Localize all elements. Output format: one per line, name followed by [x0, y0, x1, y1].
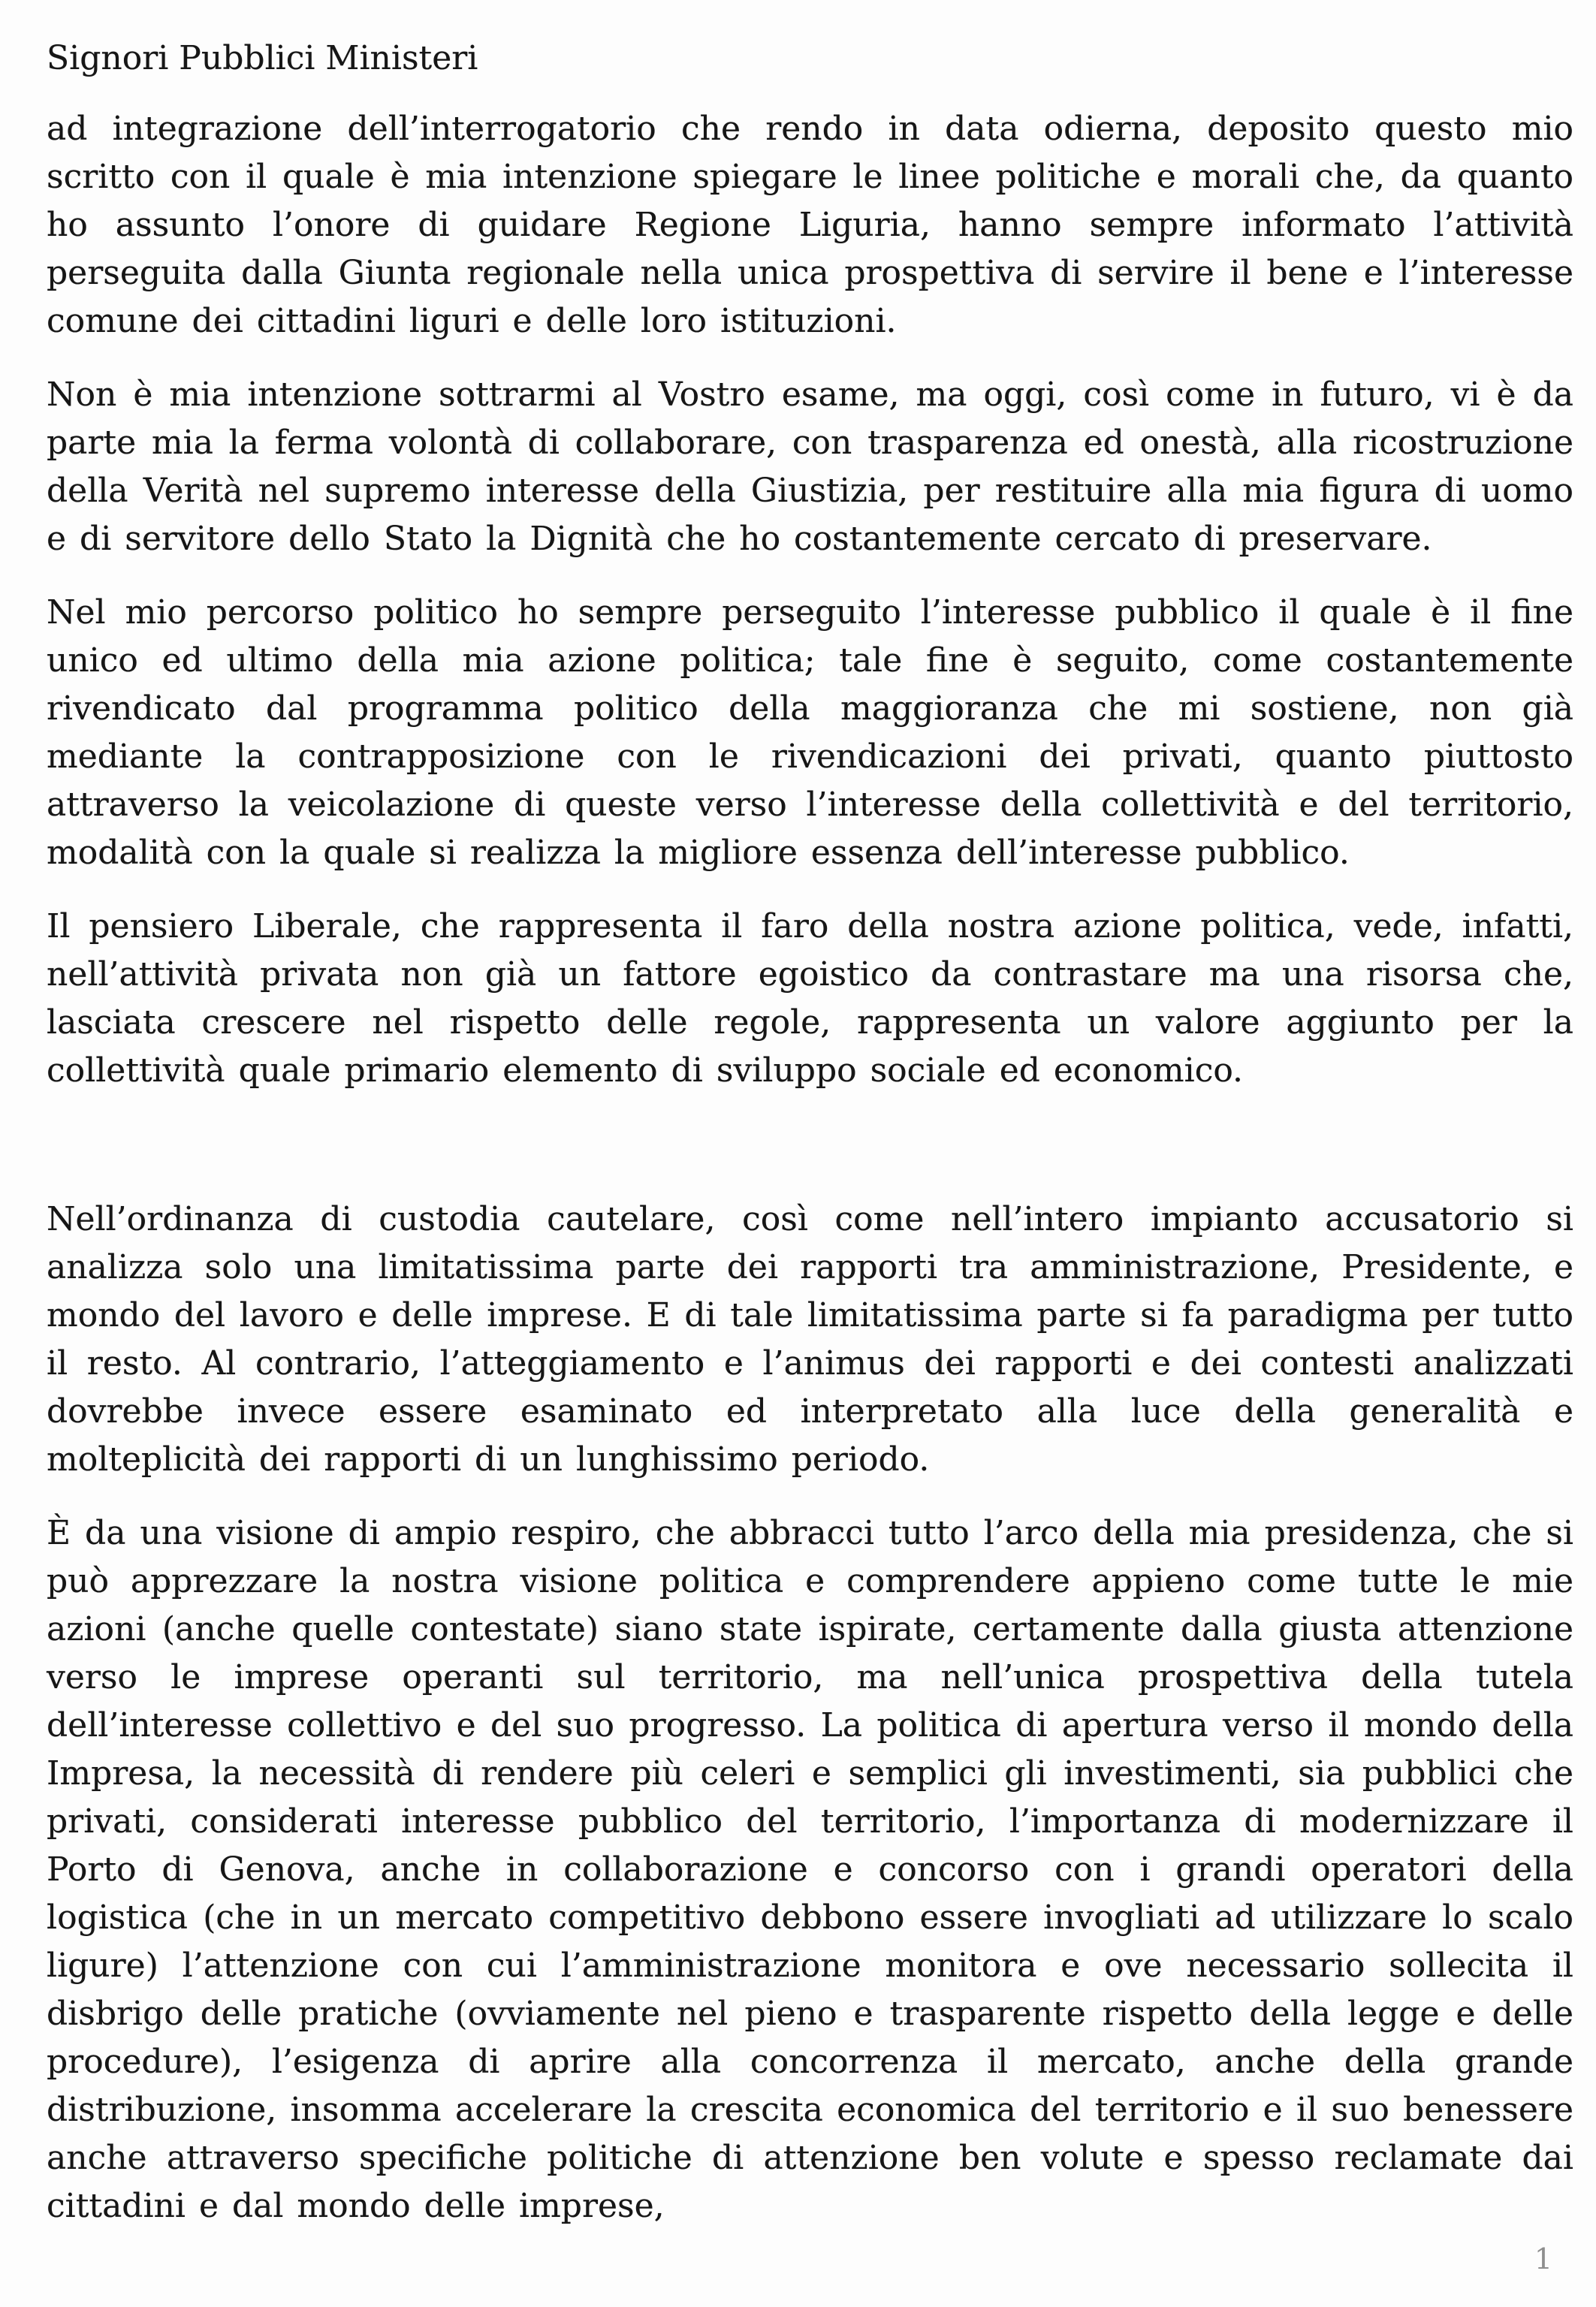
paragraph-intro: ad integrazione dell’interrogatorio che rendo in data odierna, deposito questo mio scritto con il quale è mia intenzione spiegare le linee politiche e morali che, da quanto ho assunto l’onore di guidare Regione Liguria, hanno sempre informato l’attività perseguita dalla Giunta regionale nella unica prospettiva di servire il bene e l’interesse comune dei cittadini liguri e delle loro istituzioni.	[47, 110, 1573, 340]
paragraph-broad-vision: È da una visione di ampio respiro, che abbracci tutto l’arco della mia presidenza, che si può apprezzare la nostra visione politica e comprendere appieno come tutte le mie azioni (anche quelle contestate) siano state ispirate, certamente dalla giusta attenzione verso le imprese operanti sul territorio, ma nell’unica prospettiva della tutela dell’interesse collettivo e del suo progresso. La politica di apertura verso il mondo della Impresa, la necessità di rendere più celeri e semplici gli investimenti, sia pubblici che privati, considerati interesse pubblico del territorio, l’importanza di modernizzare il Porto di Genova, anche in collaborazione e concorso con i grandi operatori della logistica (che in un mercato competitivo debbono essere invogliati ad utilizzare lo scalo ligure) l’attenzione con cui l’amministrazione monitora e ove necessario sollecita il disbrigo delle pratiche (ovviamente nel pieno e trasparente rispetto della legge e delle procedure), l’esigenza di aprire alla concorrenza il mercato, anche della grande distribuzione, insomma accelerare la crescita economica del territorio e il suo benessere anche attraverso specifiche politiche di attenzione ben volute e spesso reclamate dai cittadini e dal mondo delle imprese,	[47, 1514, 1573, 2225]
paragraph-ordinance: Nell’ordinanza di custodia cautelare, così come nell’intero impianto accusatorio si analizza solo una limitatissima parte dei rapporti tra amministrazione, Presidente, e mondo del lavoro e delle imprese. E di tale limitatissima parte si fa paradigma per tutto il resto. Al contrario, l’atteggiamento e l’animus dei rapporti e dei contesti analizzati dovrebbe invece essere esaminato ed interpretato alla luce della generalità e molteplicità dei rapporti di un lunghissimo periodo.	[47, 1200, 1573, 1479]
page-number: 1	[1534, 2242, 1552, 2275]
paragraph-collaboration: Non è mia intenzione sottrarmi al Vostro esame, ma oggi, così come in futuro, vi è da parte mia la ferma volontà di collaborare, con trasparenza ed onestà, alla ricostruzione della Verità nel supremo interesse della Giustizia, per restituire alla mia figura di uomo e di servitore dello Stato la Dignità che ho costantemente cercato di preservare.	[47, 375, 1573, 558]
paragraph-liberal-thought: Il pensiero Liberale, che rappresenta il faro della nostra azione politica, vede, infatti, nell’attività privata non già un fattore egoistico da contrastare ma una risorsa che, lasciata crescere nel rispetto delle regole, rappresenta un valore aggiunto per la collettività quale primario elemento di sviluppo sociale ed economico.	[47, 907, 1573, 1090]
paragraph-political-path: Nel mio percorso politico ho sempre perseguito l’interesse pubblico il quale è il fine unico ed ultimo della mia azione politica; tale fine è seguito, come costantemente rivendicato dal programma politico della maggioranza che mi sostiene, non già mediante la contrapposizione con le rivendicazioni dei privati, quanto piuttosto attraverso la veicolazione di queste verso l’interesse della collettività e del territorio, modalità con la quale si realizza la migliore essenza dell’interesse pubblico.	[47, 593, 1573, 872]
salutation-heading: Signori Pubblici Ministeri	[47, 39, 478, 77]
